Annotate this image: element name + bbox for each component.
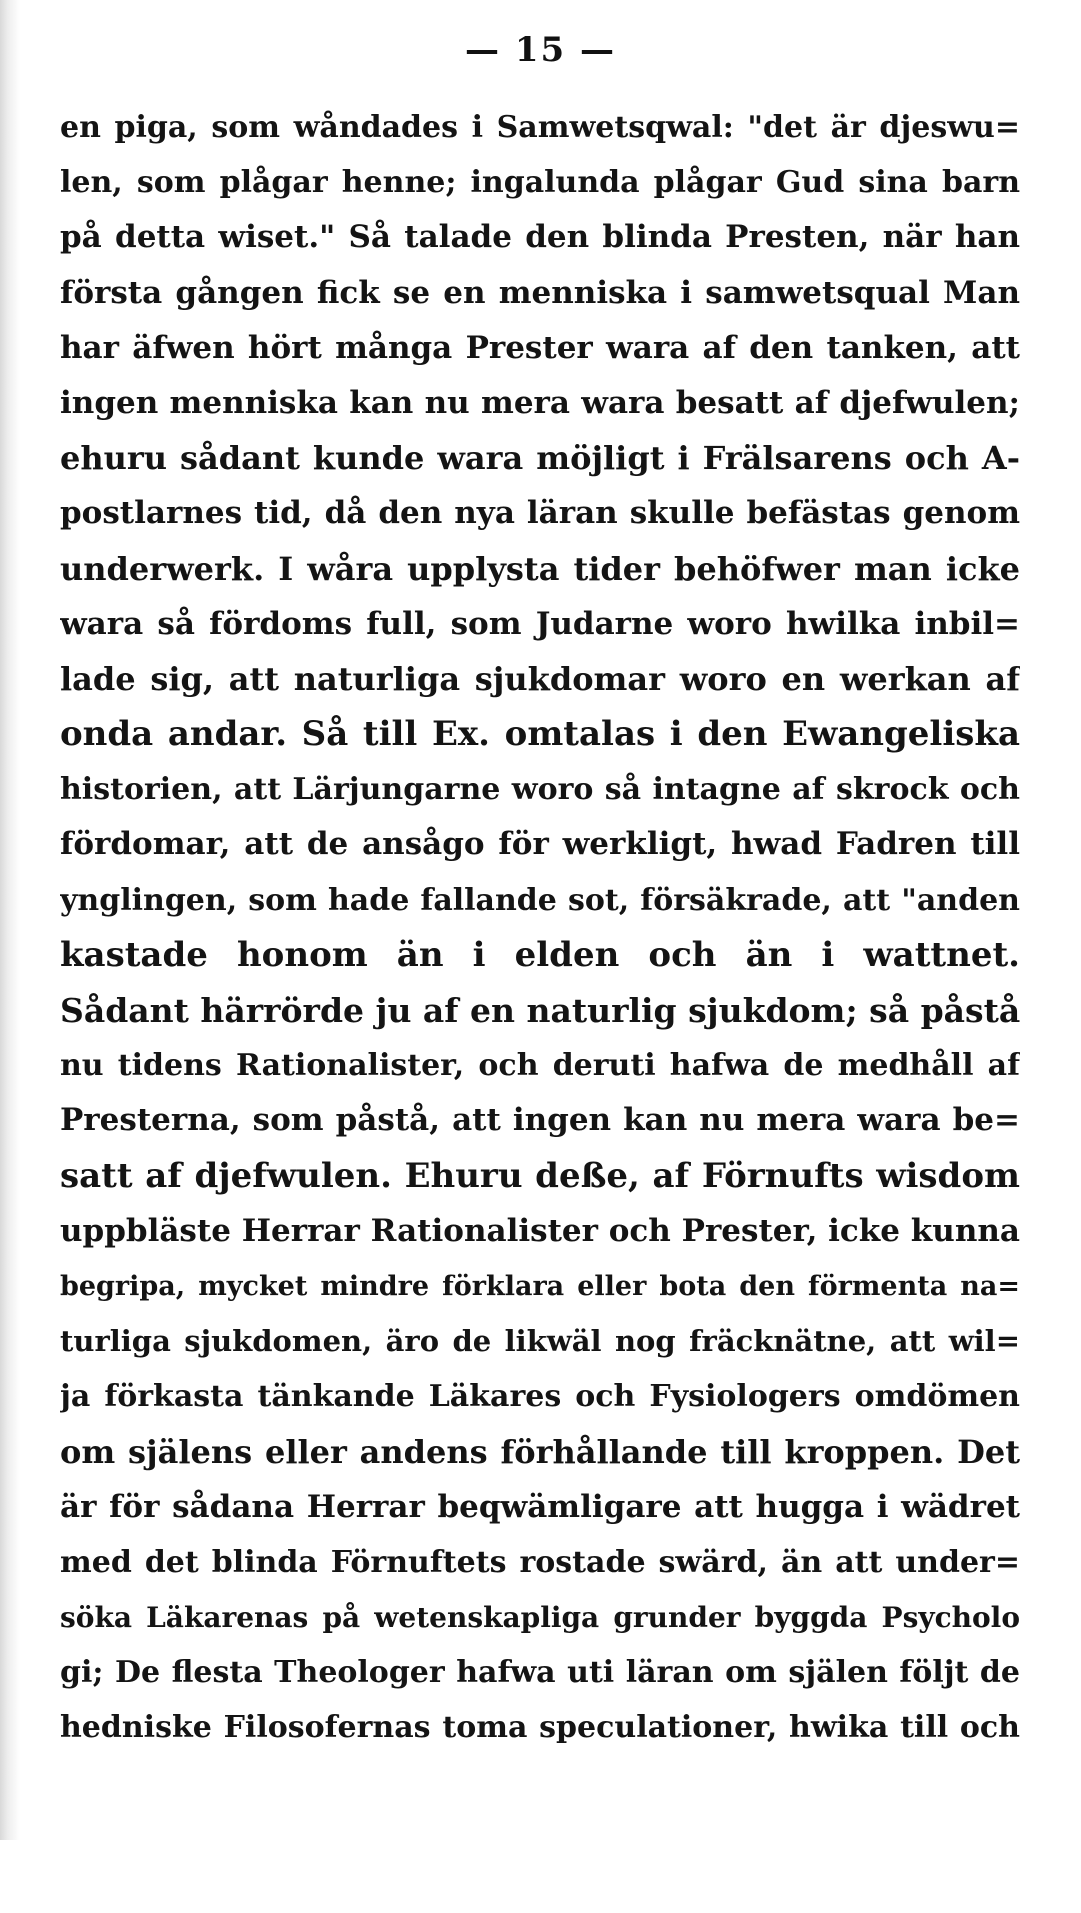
text-line: ynglingen, som hade fallande sot, försäkrade, att "anden xyxy=(60,882,1020,918)
text-line: om själens eller andens förhållande till kroppen. Det xyxy=(60,1432,1020,1471)
text-line: postlarnes tid, då den nya läran skulle befästas genom xyxy=(60,495,1020,532)
text-line: len, som plågar henne; ingalunda plågar Gud sina barn xyxy=(60,165,1020,201)
text-line: kastade honom än i elden och än i wattnet. xyxy=(60,934,1020,975)
text-line: har äfwen hört många Prester wara af den tanken, att xyxy=(60,329,1020,366)
text-line: begripa, mycket mindre förklara eller bota den förmenta na= xyxy=(60,1270,1020,1302)
text-line: med det blinda Förnuftets rostade swärd, än att under= xyxy=(60,1544,1020,1580)
text-line: Sådant härrörde ju af en naturlig sjukdom; så påstå xyxy=(60,991,1020,1030)
text-line: lade sig, att naturliga sjukdomar woro en werkan af xyxy=(60,659,1020,698)
text-line: hedniske Filosofernas toma speculationer, hwika till och xyxy=(60,1710,1020,1746)
text-line: ehuru sådant kunde wara möjligt i Frälsarens och A- xyxy=(60,439,1020,478)
text-line: turliga sjukdomen, äro de likwäl nog fräcknätne, att wil= xyxy=(60,1324,1020,1359)
text-line: historien, att Lärjungarne woro så intagne af skrock och xyxy=(60,772,1020,808)
text-line: underwerk. I wåra upplysta tider behöfwer man icke xyxy=(60,549,1020,588)
text-line: Presterna, som påstå, att ingen kan nu mera wara be= xyxy=(60,1102,1020,1139)
text-line: onda andar. Så till Ex. omtalas i den Ewangeliska xyxy=(60,714,1020,755)
text-line: fördomar, att de ansågo för werkligt, hwad Fadren till xyxy=(60,826,1020,863)
text-line: ingen menniska kan nu mera wara besatt af djefwulen; xyxy=(60,384,1020,421)
text-line: nu tidens Rationalister, och deruti hafwa de medhåll af xyxy=(60,1048,1020,1084)
text-line: wara så fördoms full, som Judarne woro hwilka inbil= xyxy=(60,605,1020,642)
text-line: första gången fick se en menniska i samwetsqual Man xyxy=(60,274,1020,311)
text-line: uppbläste Herrar Rationalister och Prester, icke kunna xyxy=(60,1212,1020,1249)
text-line: en piga, som wåndades i Samwetsqwal: "det är djeswu= xyxy=(60,110,1020,145)
body-text xyxy=(60,100,1020,1756)
text-line: söka Läkarenas på wetenskapliga grunder byggda Psycholo xyxy=(60,1601,1020,1635)
text-line: ja förkasta tänkande Läkares och Fysiologers omdömen xyxy=(60,1379,1020,1415)
text-line: på detta wiset." Så talade den blinda Presten, när han xyxy=(60,219,1020,256)
text-line: är för sådana Herrar beqwämligare att hugga i wädret xyxy=(60,1488,1020,1525)
scan-edge-shadow xyxy=(0,0,20,1840)
text-line: gi; De flesta Theologer hafwa uti läran om själen följt de xyxy=(60,1655,1020,1691)
text-line: satt af djefwulen. Ehuru deße, af Förnufts wisdom xyxy=(60,1155,1020,1196)
page-number: — 15 — xyxy=(465,30,616,70)
